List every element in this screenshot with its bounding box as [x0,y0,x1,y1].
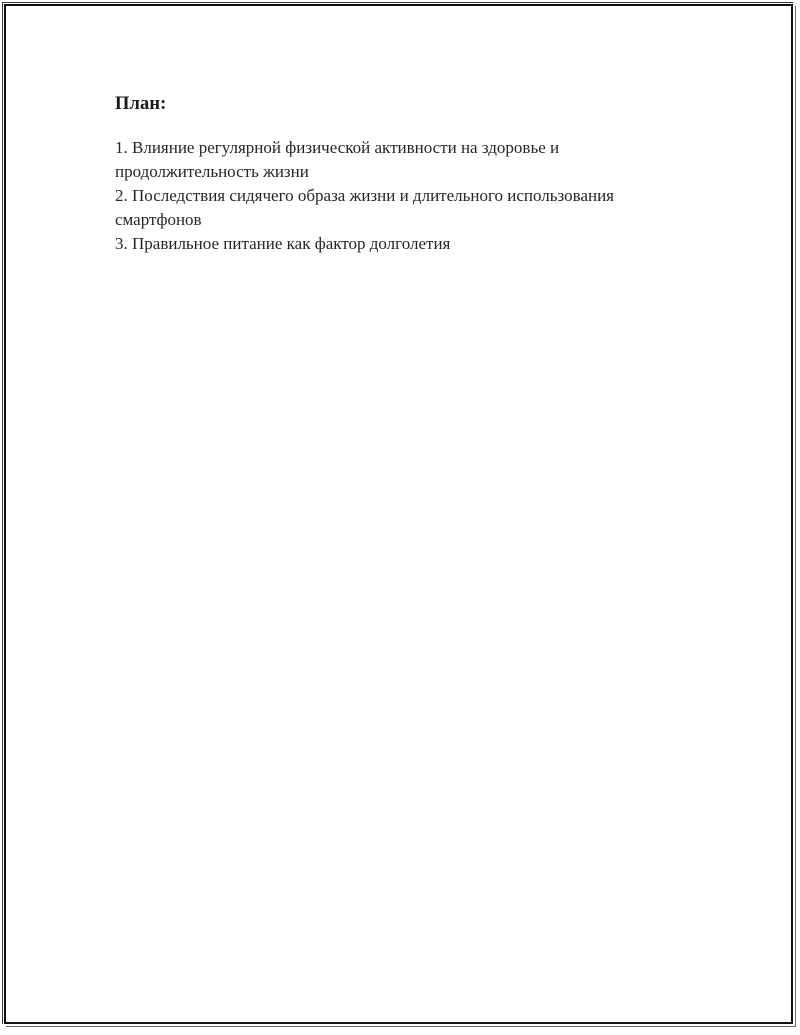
list-item: 1. Влияние регулярной физической активности на здоровье и продолжительность жизни [115,138,560,181]
page-title: План: [115,94,167,114]
document-content [115,92,677,256]
list-item: 3. Правильное питание как фактор долголетия [115,234,451,253]
plan-list [115,136,677,256]
list-item: 2. Последствия сидячего образа жизни и длительного использования смартфонов [115,186,615,229]
